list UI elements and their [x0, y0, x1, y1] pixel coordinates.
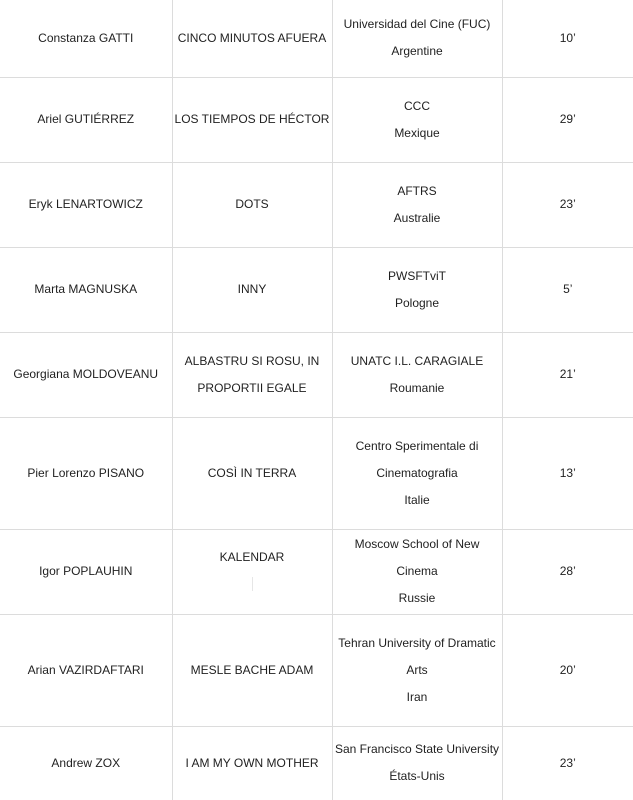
school-country: Argentine [391, 44, 443, 59]
film-title: LOS TIEMPOS DE HÉCTOR [174, 112, 330, 126]
duration: 20’ [559, 662, 576, 677]
director-cell [0, 417, 172, 529]
duration-cell [502, 529, 633, 614]
school-cell [332, 529, 502, 614]
title-cell [172, 162, 332, 247]
school-cell [332, 77, 502, 162]
table-row [0, 529, 633, 614]
director-cell [0, 247, 172, 332]
director-name: Marta MAGNUSKA [34, 282, 138, 296]
school-cell [332, 0, 502, 77]
table-row [0, 726, 633, 800]
film-title: ALBASTRU SI ROSU, IN [184, 353, 320, 368]
duration-cell [502, 77, 633, 162]
school-country: Australie [393, 210, 441, 225]
title-cell [172, 0, 332, 77]
school-name: San Francisco State University [334, 742, 500, 757]
film-title: COSÌ IN TERRA [207, 465, 297, 480]
school-name: Moscow School of New Cinema [354, 537, 480, 578]
school-country: Iran [406, 689, 428, 704]
table-row [0, 332, 633, 417]
film-title: MESLE BACHE ADAM [190, 662, 314, 677]
school-name: CCC [404, 98, 430, 113]
director-cell [0, 0, 172, 77]
duration-cell [502, 162, 633, 247]
film-title: KALENDAR [219, 549, 285, 564]
duration: 23’ [559, 197, 576, 211]
table-row [0, 417, 633, 529]
director-name: Eryk LENARTOWICZ [28, 197, 143, 211]
duration: 10’ [559, 30, 576, 45]
school-cell [332, 332, 502, 417]
duration-cell [502, 332, 633, 417]
film-title: CINCO MINUTOS AFUERA [177, 30, 327, 45]
school-country: Roumanie [389, 380, 445, 395]
table-row [0, 162, 633, 247]
duration-cell [502, 726, 633, 800]
film-title: DOTS [235, 197, 269, 211]
text-cursor-mark [252, 577, 253, 591]
school-name-cont: Arts [406, 662, 428, 677]
school-cell [332, 726, 502, 800]
school-country: Pologne [394, 295, 440, 310]
director-name: Ariel GUTIÉRREZ [37, 112, 135, 126]
table-row [0, 77, 633, 162]
school-country: Russie [398, 591, 436, 605]
school-country: Mexique [394, 125, 440, 140]
duration: 29’ [559, 112, 576, 126]
title-cell [172, 332, 332, 417]
table-row [0, 0, 633, 77]
duration-cell [502, 417, 633, 529]
duration-cell [502, 0, 633, 77]
title-cell [172, 247, 332, 332]
school-country: Italie [404, 492, 430, 507]
school-name: PWSFTviT [388, 268, 446, 283]
duration: 28’ [559, 564, 576, 578]
director-cell [0, 529, 172, 614]
duration: 23’ [559, 755, 576, 770]
director-name: Constanza GATTI [38, 30, 134, 45]
school-name: Universidad del Cine (FUC) [343, 17, 491, 32]
duration: 21’ [559, 367, 576, 381]
table-row [0, 247, 633, 332]
duration: 5’ [563, 282, 573, 296]
title-cell [172, 77, 332, 162]
director-name: Georgiana MOLDOVEANU [13, 367, 159, 381]
school-cell [332, 417, 502, 529]
school-cell [332, 614, 502, 726]
duration-cell [502, 614, 633, 726]
title-cell [172, 614, 332, 726]
title-cell [172, 529, 332, 614]
film-title: I AM MY OWN MOTHER [185, 755, 319, 770]
director-cell [0, 332, 172, 417]
director-name: Andrew ZOX [51, 755, 121, 770]
director-cell [0, 162, 172, 247]
school-name: UNATC I.L. CARAGIALE [350, 353, 484, 368]
school-country: États-Unis [389, 769, 445, 784]
school-name: Tehran University of Dramatic [338, 635, 496, 650]
school-name: AFTRS [397, 183, 437, 198]
film-title-cont: PROPORTII EGALE [197, 380, 307, 395]
director-cell [0, 77, 172, 162]
title-cell [172, 726, 332, 800]
duration: 13’ [559, 465, 576, 480]
film-title: INNY [237, 282, 267, 296]
school-name: Centro Sperimentale di [355, 438, 479, 453]
school-cell [332, 247, 502, 332]
director-cell [0, 614, 172, 726]
director-cell [0, 726, 172, 800]
director-name: Igor POPLAUHIN [39, 564, 133, 578]
duration-cell [502, 247, 633, 332]
school-name-cont: Cinematografia [376, 465, 458, 480]
school-cell [332, 162, 502, 247]
director-name: Pier Lorenzo PISANO [27, 465, 145, 480]
title-cell [172, 417, 332, 529]
table-row [0, 614, 633, 726]
director-name: Arian VAZIRDAFTARI [27, 662, 144, 677]
